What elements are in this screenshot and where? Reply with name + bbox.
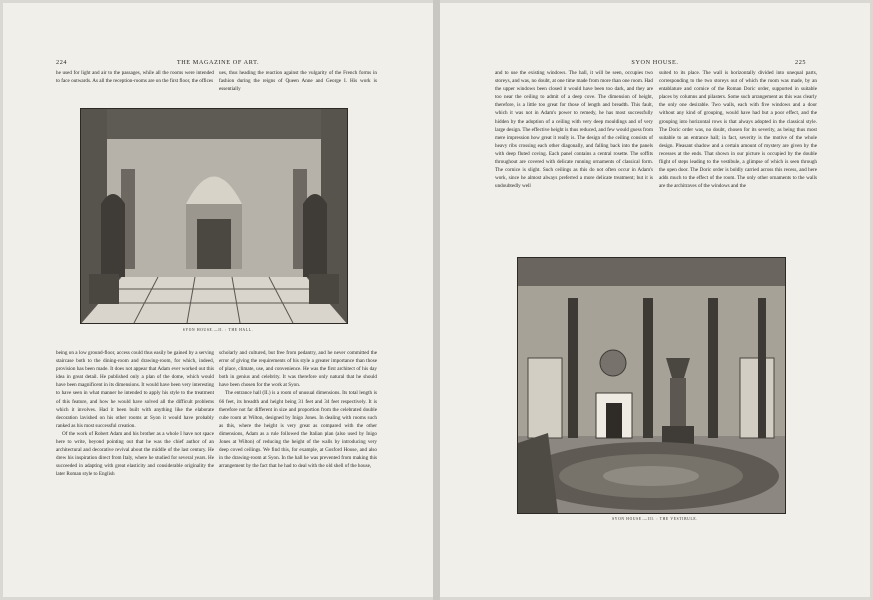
figure-caption: SYON HOUSE.—II. : THE HALL.: [182, 328, 254, 332]
column-left: [495, 69, 653, 248]
paragraph: Of the work of Robert Adam and his brother as a whole I have not space here to write, beyond pointing out that he was the chief author of an architectural and decorative revival about the middle of the last century. He drew his inspiration direct from Italy, where he studied for several years. He succeeded in adapting with great elasticity and considerable originality the later Roman style to English: [56, 430, 214, 478]
running-head: THE MAGAZINE OF ART.: [176, 59, 260, 66]
top-column-left: [56, 69, 214, 94]
paragraph: and to use the existing windows. The hall, it will be seen, occupies two storeys, and was, no doubt, at one time made from more than one room. Had the upper windows been closed it would have been too dark, and they are too near the ceiling to admit of a deep cove. The dimension of height, therefore, is a little too great for those of length and breadth. This fault, which it was not in Adam's power to remedy, he has most successfully hidden by the adoption of a ceiling with very deep mouldings and of very large design. The effective height is thus reduced, and few would guess from mere impression how great it really is. The design of the ceiling consists of heavy ribs crossing each other diagonally, and falling back into the panels with deep fluted coving. Each panel contains a central rosette. The soffits throughout are covered with delicate running ornaments of classical form. The cornice is slight. Such ceilings as this do not often occur in Adam's work, since he almost always preferred a more delicate treatment; but it is undoubtedly well: [495, 70, 653, 190]
left-page: [3, 3, 433, 597]
paragraph: he used for light and air to the passages, while all the rooms were intended to face outwards. As all the reception-rooms are on the first floor, the offices: [56, 70, 214, 85]
vestibule-engraving: [517, 257, 786, 514]
paragraph: The entrance hall (II.) is a room of unusual dimensions. Its total length is 66 feet, its breadth and height being 31 feet and 34 feet respectively. It is therefore not far different in size and proportion from the celebrated double cube room at Wilton, designed by Inigo Jones. In dealing with rooms such as this, where the height is very great as compared with the other dimensions, Adam as a rule followed the Italian plan (also used by Inigo Jones at Wilton) of reducing the height of the walls by introducing very deep coved ceilings. We find this, for example, at Gosford House, and also in the drawing-room at Syon. In the hall he was prevented from making this arrangement by the fact that he had to deal with the old shell of the house,: [219, 390, 377, 470]
page-number: 224: [56, 59, 68, 66]
paragraph: scholarly and cultured, but free from pedantry, and he never committed the error of giving the requirements of his style a greater importance than those of place, climate, use, and convenience. He was the first architect of his day both in genius and celebrity. It was therefore only natural that he should have been chosen for the work at Syon.: [219, 350, 377, 389]
page-number: 225: [795, 59, 807, 66]
vestibule-illustration: [518, 258, 785, 513]
paragraph: ues, thus heading the reaction against the vulgarity of the French forms in fashion during the reigns of Queen Anne and George I. His work is essentially: [219, 70, 377, 93]
book-gutter: [433, 0, 440, 600]
running-head: SYON HOUSE.: [631, 59, 679, 66]
column-right: [659, 69, 817, 248]
column-left: [56, 349, 214, 549]
right-page: [440, 3, 870, 597]
paragraph: suited to its place. The wall is horizontally divided into unequal parts, corresponding to the two storeys out of which the room was made, by an entablature and cornice of the Roman Doric order, supported in suitable places by columns and pilasters. Some such arrangement as this was clearly the only one desirable. Two walls, each with five windows and a door without any kind of grouping, would have had but a poor effect, and the grouping into horizontal rows is that always adopted in the classical style. The Doric order was, no doubt, chosen for its severity, as being thus most suitable to an entrance hall; in fact, severity is the motive of the whole design. Pleasant shadow and a certain amount of mystery are given by the recesses at the ends. That shown in our picture is occupied by the double flight of steps leading to the vestibule, a glimpse of which is seen through the open door. The Doric order is boldly carried across this recess, and here adds much to the effect of the room. The only other ornaments to the walls are the architraves of the windows and the: [659, 70, 817, 190]
paragraph: being on a low ground-floor, access could thus easily be gained by a serving staircase both to the dining-room and drawing-room, for which, indeed, provision has been made. It does not appear that Adam ever worked out this idea in great detail. He published only a plan of the dome, which would have been magnificent in its dimensions. It would have been very interesting to have seen in what manner he intended to apply his style to the treatment of this feature, and how he would have solved all the difficult problems which it involves. Had it been built with anything like the elaborate decoration lavished on his other rooms at Syon it would have probably ranked as his most successful creation.: [56, 350, 214, 429]
hall-illustration: [81, 109, 347, 323]
top-column-right: [219, 69, 377, 94]
hall-engraving: [80, 108, 348, 324]
figure-caption: SYON HOUSE.—III. : THE VESTIBULE.: [612, 517, 698, 521]
column-right: [219, 349, 377, 549]
